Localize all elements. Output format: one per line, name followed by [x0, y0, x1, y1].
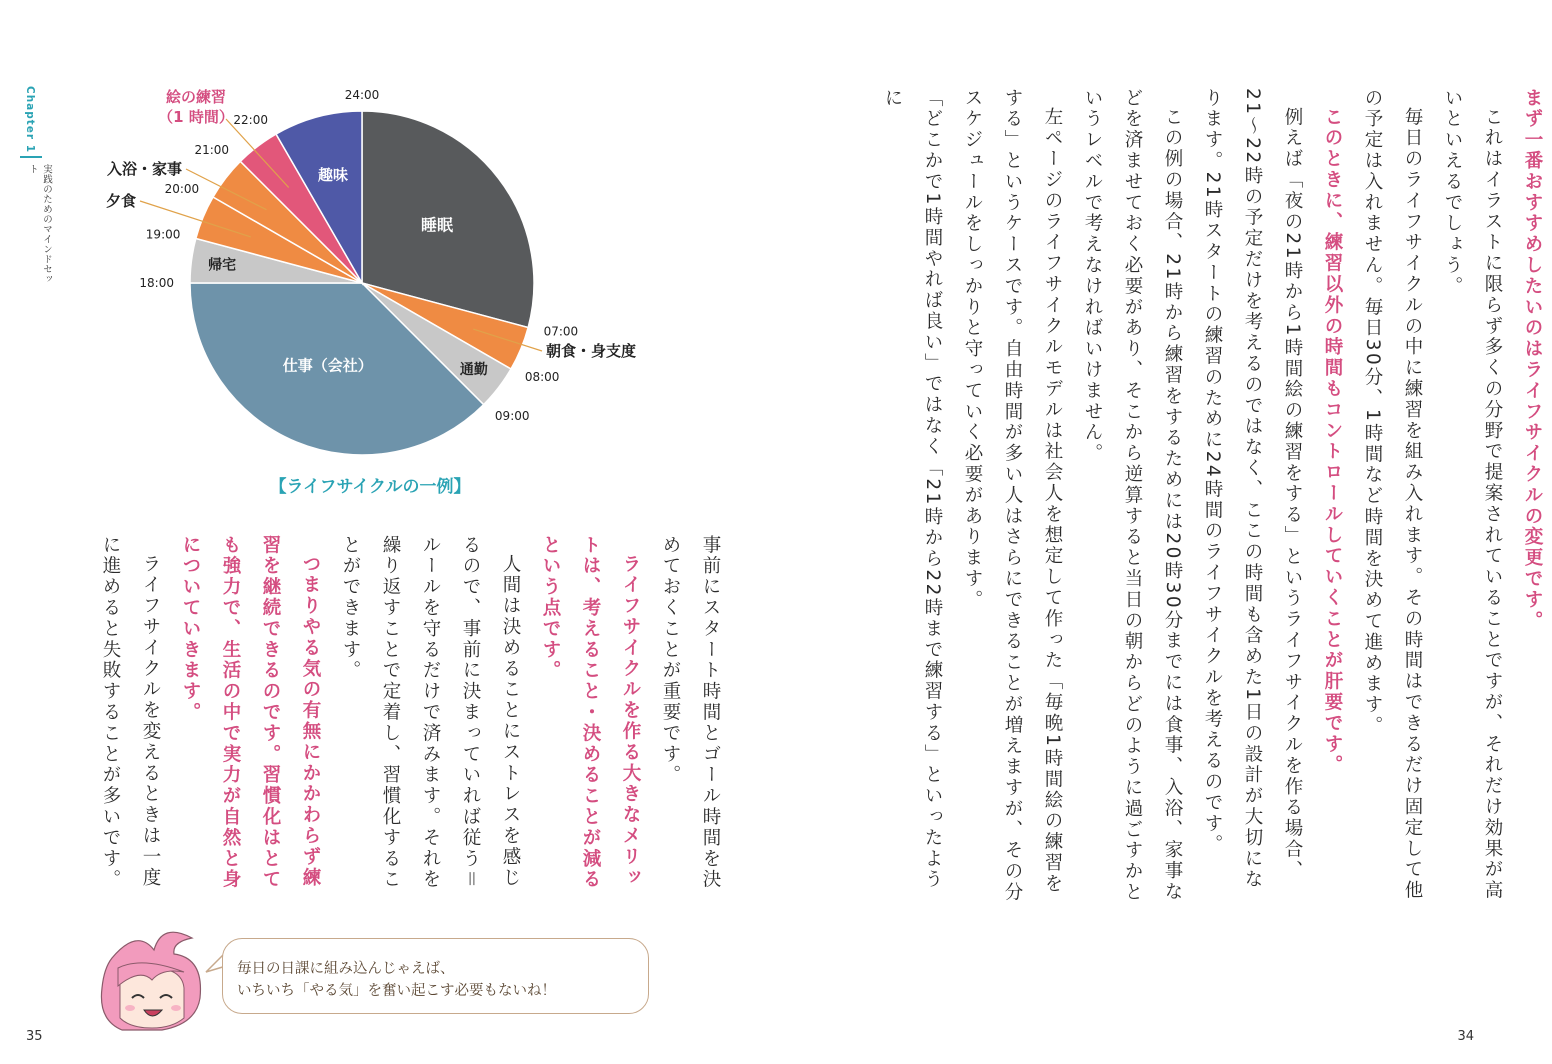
right-paragraph-2: これはイラストに限らず多くの分野で提案されていることですが、それだけ効果が高いといえるでしょう。 — [1442, 88, 1503, 901]
speech-bubble-line-1: 毎日の日課に組み込んじゃえば、 — [237, 961, 455, 977]
right-paragraph-3: 毎日のライフサイクルの中に練習を組み入れます。その時間はできるだけ固定して他の予定は入れません。毎日30分、1時間など時間を決めて進めます。 — [1362, 88, 1423, 901]
time-label-3: 09:00 — [494, 408, 530, 423]
left-body-text — [90, 535, 730, 905]
pink-hair-girl-illustration — [92, 928, 222, 1032]
slice-label-4: 帰宅 — [208, 257, 237, 274]
time-label-2: 08:00 — [524, 370, 560, 384]
right-paragraph-1-highlight: まず一番おすすめしたいのはライフサイクルの変更です。 — [1522, 88, 1543, 632]
slice-label-8: 趣味 — [318, 166, 349, 185]
chart-title: 【ライフサイクルの一例】 — [269, 477, 471, 497]
right-paragraph-8: 「どこかで1時間やれば良い」ではなく「21時から22時まで練習する」といったように — [882, 88, 943, 891]
chapter-label: Chapter 1 — [24, 86, 36, 154]
slice-label-5: 夕食 — [105, 192, 136, 210]
right-paragraph-4-highlight: このときに、練習以外の時間もコントロールしていくことが肝要です。 — [1322, 106, 1343, 776]
time-label-5: 19:00 — [145, 227, 181, 242]
left-paragraph-4-highlight: つまりやる気の有無にかかわらず練習を継続できるのです。習慣化はとても強力で、生活の中で実力が自然と身についていきます。 — [180, 535, 321, 891]
left-paragraph-2-highlight: ライフサイクルを作る大きなメリットは、考えること・決めることが減るという点です。 — [540, 535, 641, 891]
speech-bubble-line-2: いちいち「やる気」を奮い起こす必要もないね！ — [237, 983, 556, 999]
page-number-left: 35 — [26, 1029, 43, 1044]
slice-label-1: 朝食・身支度 — [546, 342, 637, 360]
time-label-7: 21:00 — [194, 143, 230, 158]
slice-label-6: 入浴・家事 — [106, 160, 182, 178]
speech-bubble — [222, 938, 649, 1014]
right-page — [750, 0, 1543, 1064]
slice-label-7a: 絵の練習 — [165, 88, 227, 106]
time-label-4: 18:00 — [139, 276, 174, 290]
chapter-divider — [20, 156, 42, 158]
left-page — [0, 0, 750, 1064]
pie-chart-svg — [60, 80, 700, 520]
lifecycle-pie-chart — [60, 80, 700, 520]
right-paragraph-5: 例えば「夜の21時から1時間絵の練習をする」というライフサイクルを作る場合、21〜22時の予定だけを考えるのではなく、ここの時間も含めた1日の設計が大切になります。21時スタートの練習のために24時間のライフサイクルを考えるのです。 — [1202, 88, 1303, 891]
slice-label-2: 通勤 — [459, 361, 488, 378]
left-paragraph-3: 人間は決めることにストレスを感じるので、事前に決まっていれば従う＝ルールを守るだけで済みます。それを繰り返すことで定着し、習慣化することができます。 — [340, 535, 521, 891]
time-label-8: 22:00 — [233, 113, 268, 128]
slice-label-7b: （1 時間） — [158, 108, 234, 126]
right-paragraph-6: この例の場合、21時から練習をするためには20時30分までには食事、入浴、家事などを済ませておく必要があり、そこから逆算すると当日の朝からどのように過ごすかというレベルで考えなければいけません。 — [1082, 88, 1183, 904]
slice-label-3: 仕事（会社） — [282, 356, 373, 375]
right-paragraph-7: 左ページのライフサイクルモデルは社会人を想定して作った「毎晩1時間絵の練習をする」というケースです。自由時間が多い人はさらにできることが増えますが、その分スケジュールをしっかりと守っていく必要があります。 — [962, 88, 1063, 904]
chapter-subtitle: 実践のためのマインドセット — [27, 164, 52, 284]
time-label-1: 07:00 — [543, 324, 579, 339]
left-paragraph-1: 事前にスタート時間とゴール時間を決めておくことが重要です。 — [660, 535, 721, 891]
time-label-0: 24:00 — [344, 88, 380, 102]
time-label-6: 20:00 — [164, 182, 200, 196]
left-paragraph-5: ライフサイクルを変えるときは一度に進めると失敗することが多いです。 — [100, 535, 161, 891]
chapter-tab — [20, 86, 52, 286]
slice-label-0: 睡眠 — [421, 215, 454, 235]
right-body-text — [872, 88, 1552, 908]
page-number-right: 34 — [1457, 1029, 1474, 1044]
